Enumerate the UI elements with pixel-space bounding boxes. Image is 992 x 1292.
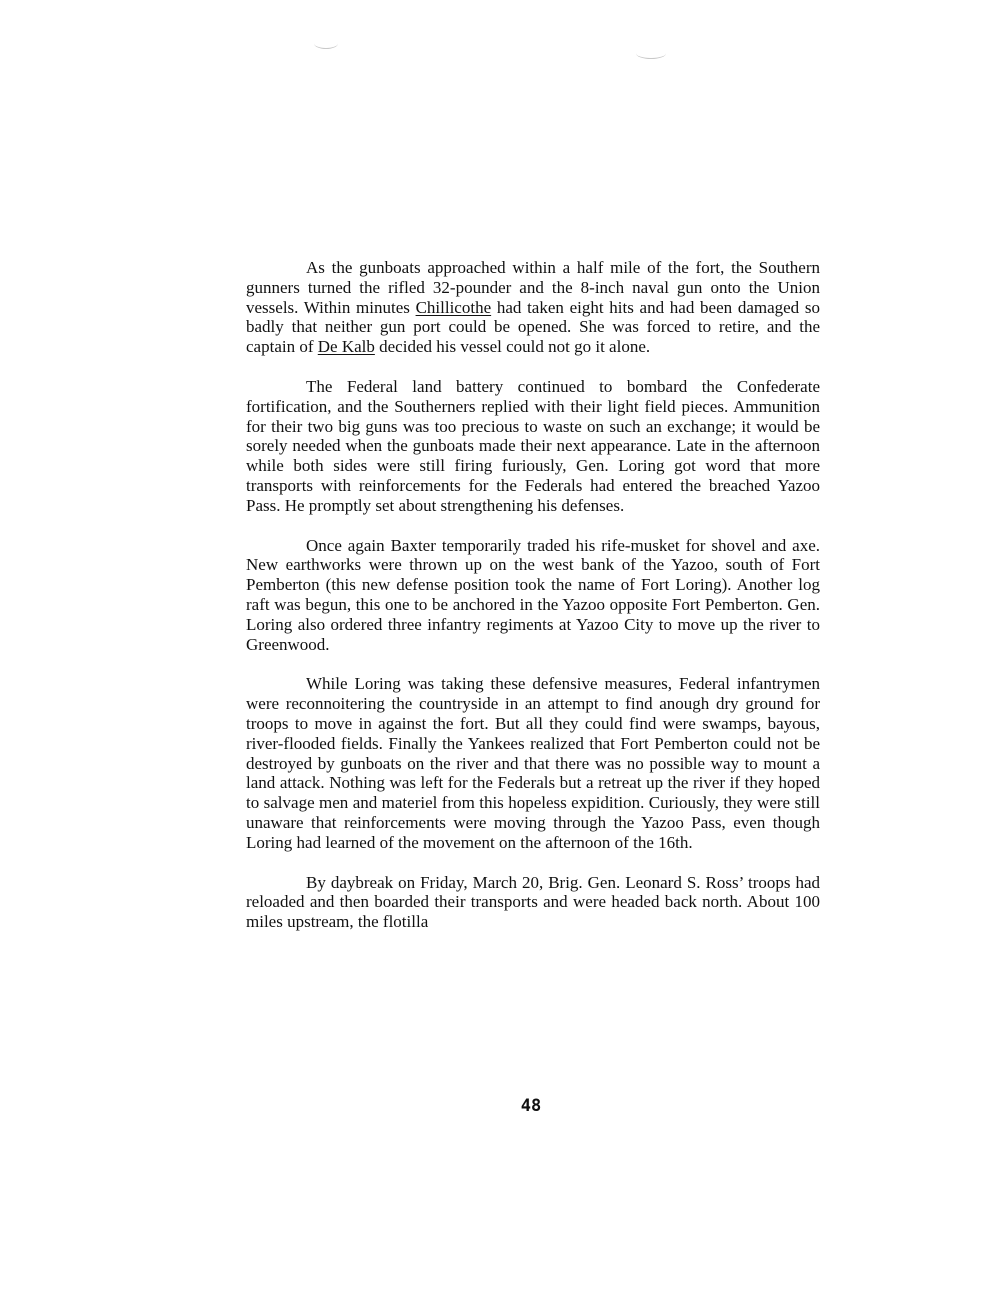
body-text xyxy=(246,258,820,952)
text-run: The Federal land battery continued to bombard the Confederate fortification, and the Southerners replied with their light field pieces. Ammunition for their two big guns was too precious to waste on such an exchange; it would be sorely needed when the gunboats made their next appearance. Late in the afternoon while both sides were still firing furiously, Gen. Loring got word that more transports with reinforcements for the Federals had entered the breached Yazoo Pass. He promptly set about strengthening his defenses. xyxy=(246,376,820,515)
paragraph xyxy=(246,536,820,655)
text-run: While Loring was taking these defensive measures, Federal infantrymen were reconnoitering the countryside in an attempt to find anough dry ground for troops to move in against the fort. But all they could find were swamps, bayous, river-flooded fields. Finally the Yankees realized that Fort Pemberton could not be destroyed by gunboats on the river and that there was no possible way to mount a land attack. Nothing was left for the Federals but a retreat up the river if they hoped to salvage men and materiel from this hopeless expidition. Curiously, they were still unaware that reinforcements were moving through the Yazoo Pass, even though Loring had learned of the movement on the afternoon of the 16th. xyxy=(246,674,820,852)
page-number: 48 xyxy=(520,1096,542,1116)
text-run: As the gunboats approached within a half mile of the fort, the Southern gunners turned the rifled 32-pounder and the 8-inch naval gun onto the Union vessels. Within minutes xyxy=(246,258,820,317)
text-run: decided his vessel could not go it alone. xyxy=(374,337,651,357)
text-run: had taken eight hits and had been damaged so badly that neither gun port could be opened. She was forced to retire, and the captain of xyxy=(246,297,820,357)
scan-mark xyxy=(636,48,666,59)
scan-mark xyxy=(314,38,338,49)
paragraph xyxy=(246,377,820,516)
text-run: By daybreak on Friday, March 20, Brig. Gen. Leonard S. Ross’ troops had reloaded and then boarded their transports and were headed back north. About 100 miles upstream, the flotilla xyxy=(246,872,820,932)
paragraph xyxy=(246,873,820,932)
paragraph xyxy=(246,258,820,357)
text-run: Once again Baxter temporarily traded his rife-musket for shovel and axe. New earthworks were thrown up on the west bank of the Yazoo, south of Fort Pemberton (this new defense position took the name of Fort Loring). Another log raft was begun, this one to be anchored in the Yazoo opposite Fort Pemberton. Gen. Loring also ordered three infantry regiments at Yazoo City to move up the river to Greenwood. xyxy=(246,535,820,654)
ship-name: Chillicothe xyxy=(415,297,492,317)
ship-name: De Kalb xyxy=(317,337,375,357)
paragraph xyxy=(246,674,820,852)
